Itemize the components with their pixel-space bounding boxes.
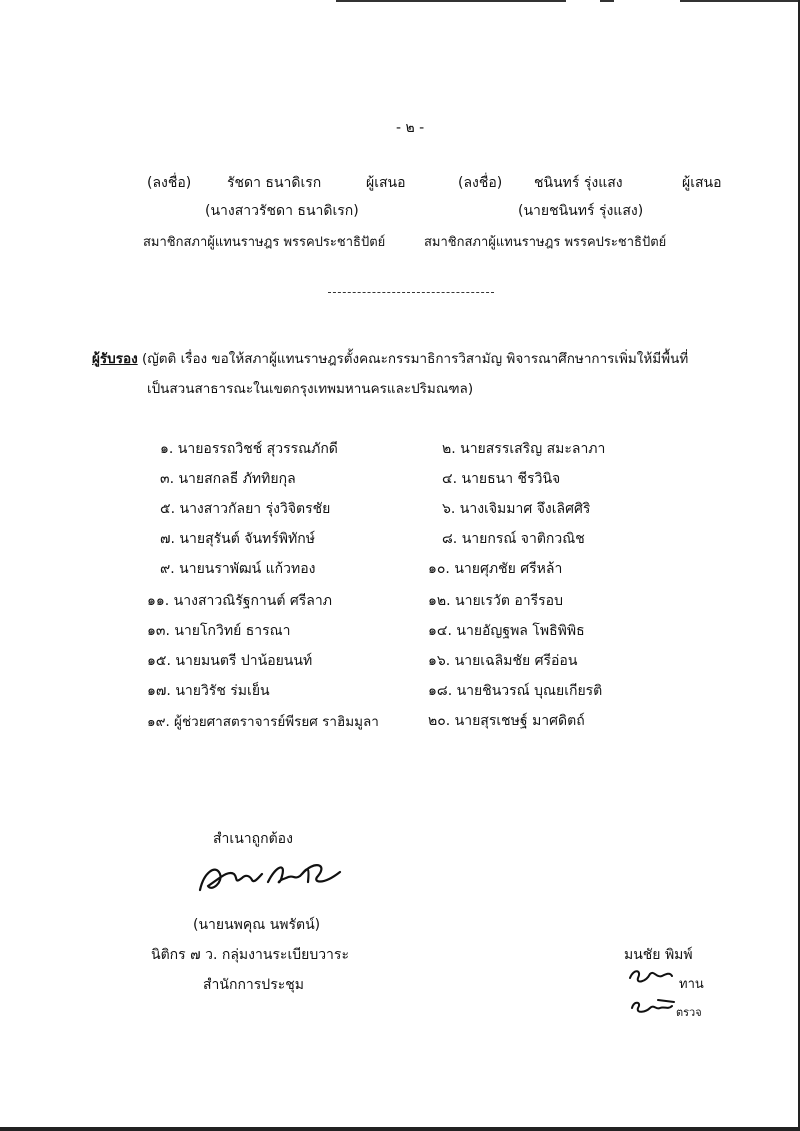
certification-label: สำเนาถูกต้อง [213,831,293,847]
list-item: ๑๗. นายวิรัช ร่มเย็น [147,683,270,699]
typist-initials [626,964,676,988]
right-role: ผู้เสนอ [682,175,722,191]
checked-word: ตรวจ [676,1006,702,1019]
left-full-name: (นางสาวรัชดา ธนาดิเรก) [205,203,359,219]
list-item: ๑๐. นายศุภชัย ศรีหล้า [428,561,563,577]
list-item: ๑๘. นายชินวรณ์ บุณยเกียรติ [428,683,603,699]
list-item: ๔. นายธนา ชีรวินิจ [442,471,561,487]
list-item: ๘. นายกรณ์ จาติกวณิช [442,531,585,547]
list-item: ๕. นางสาวกัลยา รุ่งวิจิตรชัย [160,501,331,517]
right-signed-name: ชนินทร์ รุ่งแสง [534,175,623,191]
certifier-position: นิติกร ๗ ว. กลุ่มงานระเบียบวาระ [151,947,349,963]
top-edge-mark [600,0,614,2]
list-item: ๖. นางเจิมมาศ จึงเลิศศิริ [442,501,591,517]
list-item: ๙. นายนราพัฒน์ แก้วทอง [160,561,316,577]
top-edge-mark [680,0,798,2]
list-item: ๒๐. นายสุรเชษฐ์ มาศดิตถ์ [428,713,585,729]
typed-word: ทาน [679,977,704,992]
typist-line: มนชัย พิมพ์ [624,947,693,963]
list-item: ๒. นายสรรเสริญ สมะลาภา [442,441,606,457]
page-number: - ๒ - [396,120,425,136]
certifier-office: สำนักการประชุม [203,977,304,993]
list-item: ๑๒. นายเรวัต อารีรอบ [428,593,563,609]
top-edge-mark [336,0,566,2]
page-border-bottom [0,1127,800,1131]
right-sign-label: (ลงชื่อ) [458,175,503,191]
list-item: ๓. นายสกลธี ภัททิยกุล [160,471,296,487]
right-full-name: (นายชนินทร์ รุ่งแสง) [518,203,644,219]
left-sign-label: (ลงชื่อ) [147,175,192,191]
separator-line [328,292,494,293]
list-item: ๗. นายสุรันต์ จันทร์พิทักษ์ [160,531,315,547]
list-item: ๑๙. ผู้ช่วยศาสตราจารย์พีรยศ ราฮิมมูลา [147,714,379,730]
list-item: ๑๓. นายโกวิทย์ ธารณา [147,623,291,639]
endorsers-heading: ผู้รับรอง [92,351,138,367]
handwritten-signature [190,852,350,902]
endorsers-intro [92,347,688,369]
certifier-name: (นายนพคุณ นพรัตน์) [193,917,321,933]
list-item: ๑๖. นายเฉลิมชัย ศรีอ่อน [428,653,578,669]
list-item: ๑๑. นางสาวณิรัฐกานต์ ศรีลาภ [147,593,332,609]
left-position: สมาชิกสภาผู้แทนราษฎร พรรคประชาธิปัตย์ [143,235,386,250]
left-signed-name: รัชดา ธนาดิเรก [227,175,322,191]
checker-initials [628,996,678,1018]
left-role: ผู้เสนอ [366,175,406,191]
list-item: ๑๕. นายมนตรี ปาน้อยนนท์ [147,653,313,669]
list-item: ๑๔. นายอัญฐพล โพธิพิพิธ [428,623,585,639]
list-item: ๑. นายอรรถวิชช์ สุวรรณภักดี [160,441,338,457]
right-position: สมาชิกสภาผู้แทนราษฎร พรรคประชาธิปัตย์ [424,235,667,250]
endorsers-text-line1: (ญัตติ เรื่อง ขอให้สภาผู้แทนราษฎรตั้งคณะกรรมาธิการวิสามัญ พิจารณาศึกษาการเพิ่มให้มีพื้นที่ [141,351,689,367]
endorsers-text-line2: เป็นสวนสาธารณะในเขตกรุงเทพมหานครและปริมณฑล) [147,381,474,397]
